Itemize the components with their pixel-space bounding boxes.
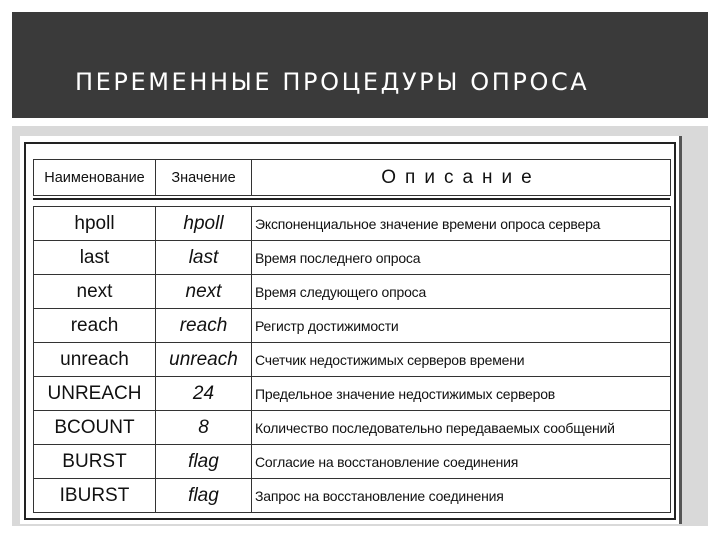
title-bar — [12, 12, 708, 118]
table-row — [34, 275, 671, 309]
row-name: hpoll — [34, 207, 156, 241]
row-name: IBURST — [34, 479, 156, 513]
table-row — [34, 411, 671, 445]
row-name: unreach — [34, 343, 156, 377]
row-value: flag — [156, 445, 252, 479]
table-row — [34, 241, 671, 275]
row-name: UNREACH — [34, 377, 156, 411]
row-value: hpoll — [156, 207, 252, 241]
variables-table — [33, 206, 671, 513]
table-row — [34, 479, 671, 513]
row-description: Запрос на восстановление соединения — [252, 479, 671, 513]
table-frame — [24, 142, 676, 520]
row-value: 24 — [156, 377, 252, 411]
row-value: unreach — [156, 343, 252, 377]
table-header — [33, 159, 671, 196]
row-name: next — [34, 275, 156, 309]
row-value: reach — [156, 309, 252, 343]
row-description: Экспоненциальное значение времени опроса сервера — [252, 207, 671, 241]
row-name: reach — [34, 309, 156, 343]
row-name: BURST — [34, 445, 156, 479]
header-separator — [33, 198, 670, 200]
row-description: Предельное значение недостижимых серверов — [252, 377, 671, 411]
slide-title: ПЕРЕМЕННЫЕ ПРОЦЕДУРЫ ОПРОСА — [75, 68, 590, 96]
table-row — [34, 343, 671, 377]
header-description: Описание — [252, 160, 671, 196]
row-description: Счетчик недостижимых серверов времени — [252, 343, 671, 377]
row-description: Регистр достижимости — [252, 309, 671, 343]
header-row — [34, 160, 671, 196]
row-value: 8 — [156, 411, 252, 445]
row-value: next — [156, 275, 252, 309]
row-description: Согласие на восстановление соединения — [252, 445, 671, 479]
row-value: last — [156, 241, 252, 275]
header-value: Значение — [156, 160, 252, 196]
table-row — [34, 207, 671, 241]
table-row — [34, 309, 671, 343]
row-name: BCOUNT — [34, 411, 156, 445]
header-name: Наименование — [34, 160, 156, 196]
row-name: last — [34, 241, 156, 275]
row-description: Количество последовательно передаваемых сообщений — [252, 411, 671, 445]
row-description: Время следующего опроса — [252, 275, 671, 309]
row-description: Время последнего опроса — [252, 241, 671, 275]
table-row — [34, 377, 671, 411]
document-image — [20, 136, 682, 524]
table-row — [34, 445, 671, 479]
row-value: flag — [156, 479, 252, 513]
